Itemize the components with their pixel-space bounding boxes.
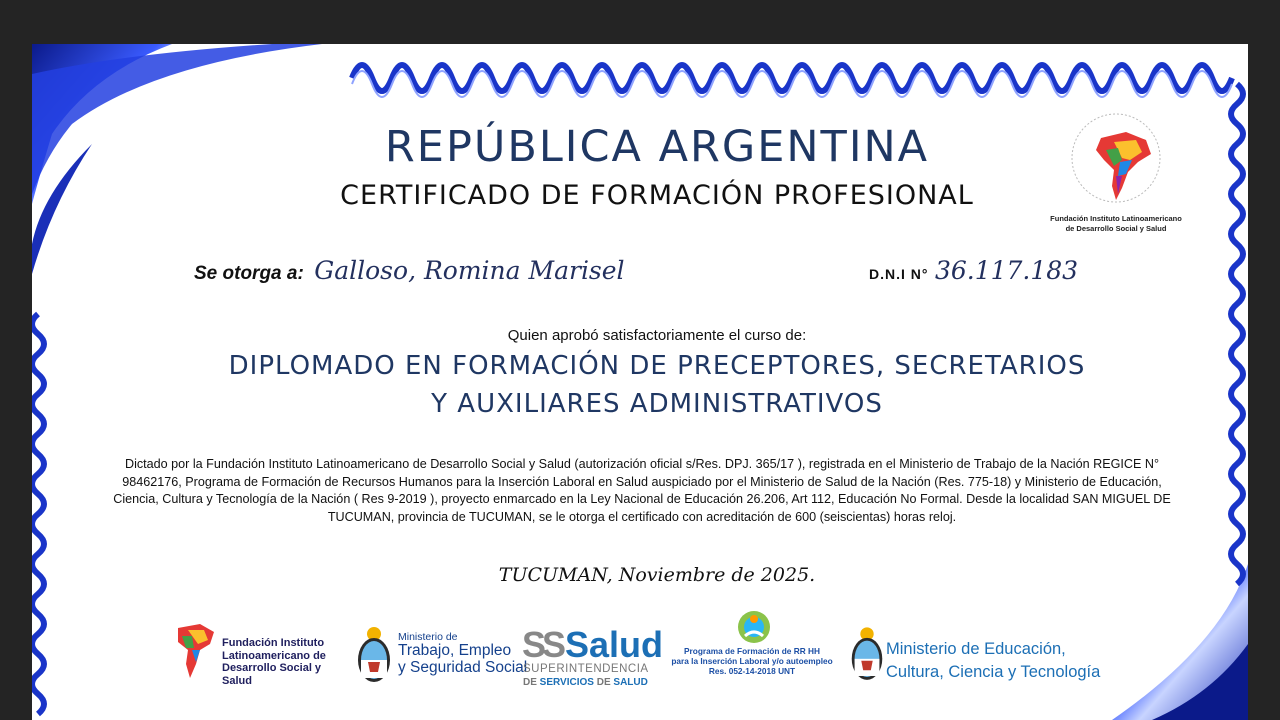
- course-title: [32, 347, 1248, 423]
- rrhh-globe-icon: [735, 608, 773, 646]
- dni-label: D.N.I N°: [869, 266, 929, 282]
- certificate-body: Dictado por la Fundación Instituto Latinoamericano de Desarrollo Social y Salud (autorización oficial s/Res. DPJ. 365/17 ), registrada en el Ministerio de Trabajo de la Nación REGICE N° 98462176, Programa de Formación de Recursos Humanos para la Inserción Laboral en Salud auspiciado por el Ministerio de Salud de la Nación (Res. 775-18) y Ministerio de Educación, Ciencia, Cultura y Tecnología de la Nación ( Res 9-2019 ), proyecto enmarcado en la Ley Nacional de Educación 26.206, Art 112, Educación No Formal. Desde la localidad SAN MIGUEL DE TUCUMAN, provincia de TUCUMAN, se le otorga el certificado con acreditación de 600 (seiscientas) horas reloj.: [113, 457, 1171, 524]
- certificate: [32, 44, 1248, 720]
- argentina-coat-of-arms-icon: [352, 624, 396, 688]
- map-south-america-logo: [1056, 110, 1176, 208]
- sss-sub2-c: DE: [593, 677, 614, 688]
- fundacion-line: Desarrollo Social y: [222, 662, 322, 674]
- sss-sub2-a: DE: [523, 677, 540, 688]
- fundacion-logo: [1037, 110, 1195, 233]
- map-south-america-icon: [170, 622, 220, 682]
- educacion-line: Ministerio de Educación,: [886, 640, 1066, 658]
- award-row: [194, 256, 625, 285]
- fundacion-line: Latinoamericano de: [222, 649, 326, 662]
- sss-sub2-b: SERVICIOS: [539, 677, 594, 688]
- logo-name-line2: de Desarrollo Social y Salud: [1065, 224, 1167, 233]
- rrhh-line: para la Inserción Laboral y/o autoempleo: [671, 656, 833, 666]
- sss-prefix: SS: [522, 624, 563, 665]
- educacion-line: Cultura, Ciencia y Tecnología: [886, 663, 1101, 681]
- awarded-to-label: Se otorga a:: [194, 263, 304, 284]
- fundacion-line: Salud: [222, 674, 252, 687]
- certificate-content: [32, 44, 1248, 720]
- course-intro: Quien aprobó satisfactoriamente el curso de:: [507, 327, 807, 344]
- logo-name-line1: Fundación Instituto Latinoamericano: [1050, 214, 1182, 223]
- recipient-name: Galloso, Romina Marisel: [314, 256, 625, 285]
- rrhh-line: Programa de Formación de RR HH: [683, 646, 820, 656]
- sss-sub1: SUPERINTENDENCIA: [523, 663, 649, 675]
- rrhh-line: Res. 052-14-2018 UNT: [708, 666, 796, 676]
- trabajo-line: Trabajo, Empleo: [398, 642, 512, 659]
- sss-salud: Salud: [565, 624, 664, 665]
- educacion-logo-text: [886, 638, 1100, 684]
- sss-sub2-d: SALUD: [613, 677, 648, 688]
- course-title-line2: Y AUXILIARES ADMINISTRATIVOS: [431, 389, 883, 419]
- place-date: TUCUMAN, Noviembre de 2025.: [498, 564, 816, 586]
- rrhh-logo-text: [670, 646, 834, 676]
- course-title-line1: DIPLOMADO EN FORMACIÓN DE PRECEPTORES, SECRETARIOS: [228, 351, 1086, 381]
- trabajo-line: y Seguridad Social: [398, 658, 528, 676]
- fundacion-line: Fundación Instituto: [222, 637, 325, 649]
- dni-value: 36.117.183: [934, 256, 1079, 285]
- footer-logos: [32, 606, 1248, 706]
- certificate-title: REPÚBLICA ARGENTINA: [384, 122, 930, 172]
- trabajo-line: Ministerio de: [398, 631, 458, 643]
- dni-row: [869, 256, 1078, 285]
- fundacion-logo-text: [222, 637, 342, 687]
- argentina-coat-of-arms-icon: [846, 624, 888, 686]
- certificate-subtitle: CERTIFICADO DE FORMACIÓN PROFESIONAL: [340, 180, 974, 211]
- sss-sub2: [523, 677, 648, 688]
- trabajo-logo-text: [398, 632, 527, 676]
